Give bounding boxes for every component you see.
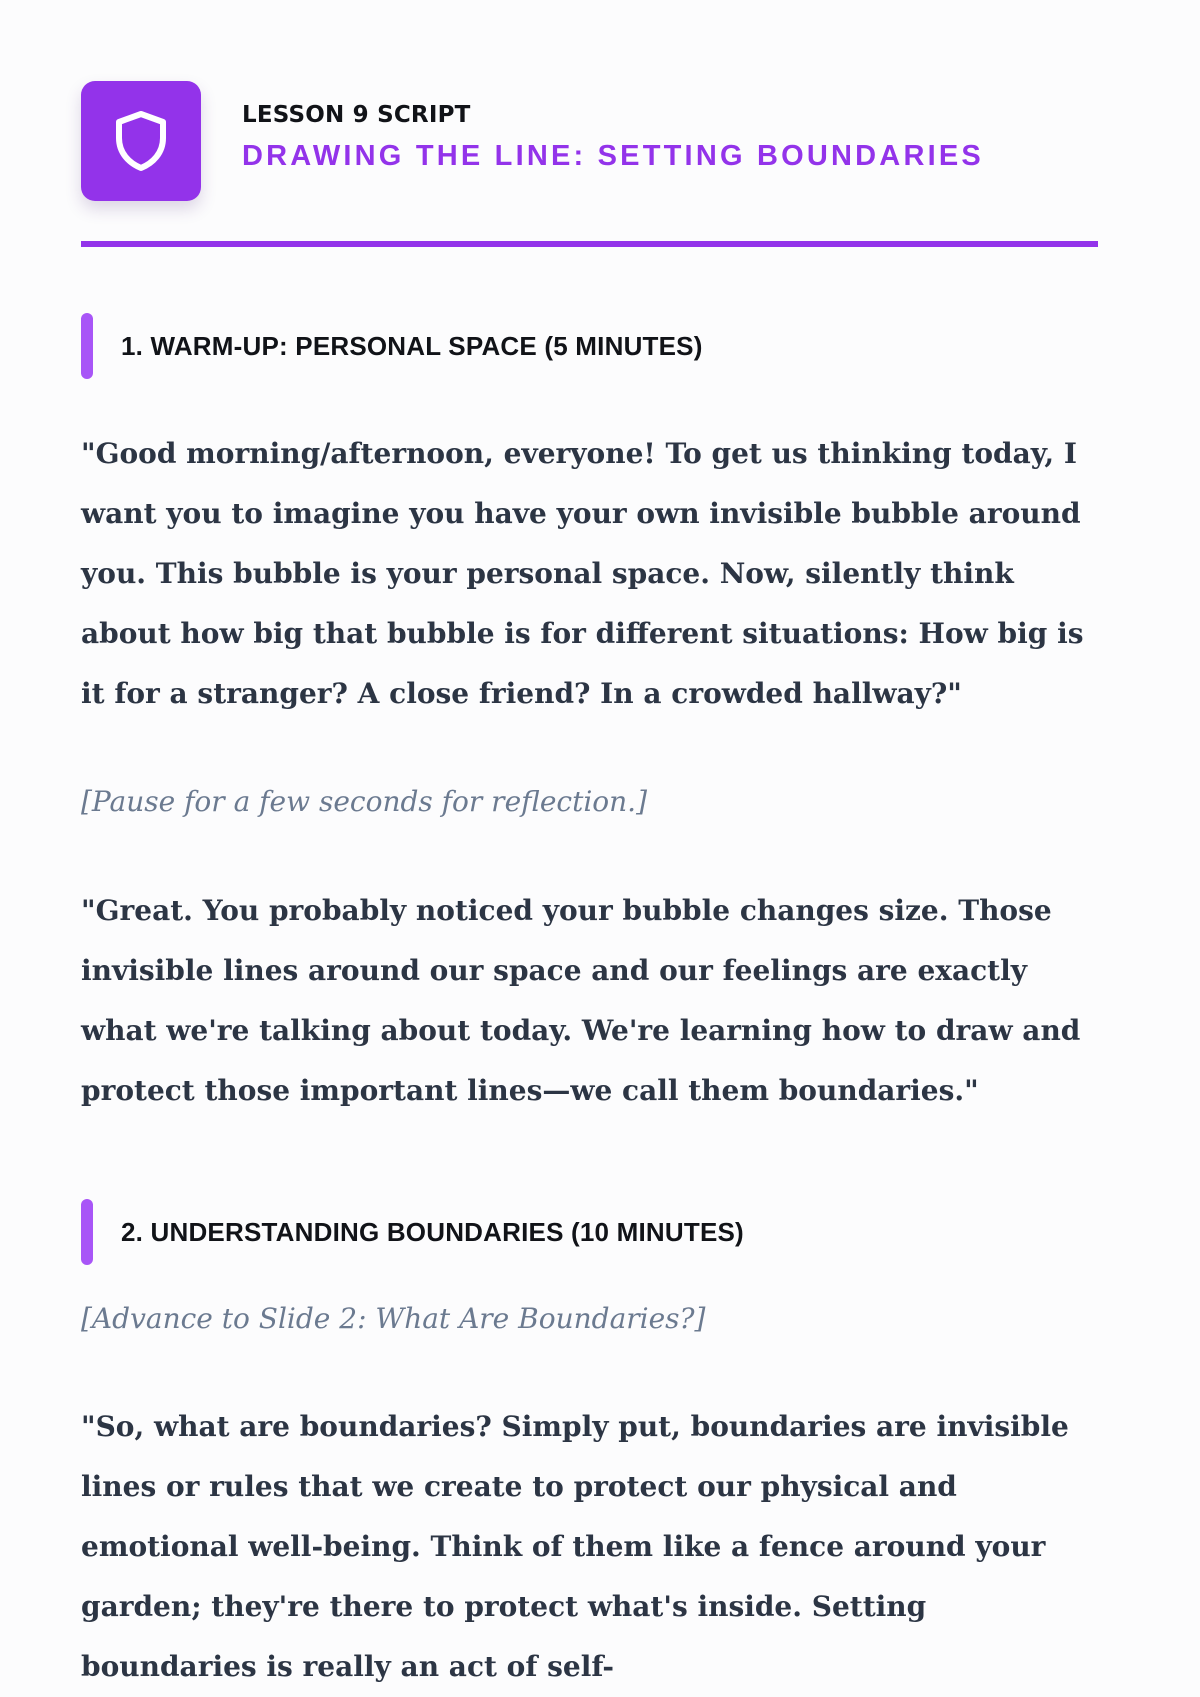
section-heading-text: 1. WARM-UP: PERSONAL SPACE (5 MINUTES) (121, 330, 703, 361)
header-titles (242, 100, 984, 174)
script-paragraph: "So, what are boundaries? Simply put, boundaries are invisible lines or rules that we create to protect our physical and emotional well-being. Think of them like a fence around your garden; they're there to protect what's inside. Setting boundaries is really an act of self- (81, 1410, 1069, 1683)
lesson-header (81, 0, 1098, 201)
stage-direction: [Advance to Slide 2: What Are Boundaries?] (81, 1302, 706, 1335)
script-paragraph: "Good morning/afternoon, everyone! To get us thinking today, I want you to imagine you have your own invisible bubble around you. This bubble is your personal space. Now, silently think about how big that bubble is for different situations: How big is it for a stranger? A close friend? In a crowded hallway?" (81, 437, 1084, 710)
section-accent-bar (81, 1199, 93, 1265)
header-divider (81, 241, 1098, 247)
section-accent-bar (81, 313, 93, 379)
lesson-eyebrow: LESSON 9 SCRIPT (242, 102, 471, 128)
stage-direction: [Pause for a few seconds for reflection.] (81, 785, 647, 818)
lesson-logo (81, 81, 201, 201)
shield-icon (114, 111, 168, 171)
section-heading-warm-up (81, 313, 1098, 379)
lesson-title: DRAWING THE LINE: SETTING BOUNDARIES (242, 140, 984, 172)
section-heading-understanding-boundaries (81, 1199, 1098, 1265)
script-paragraph: "Great. You probably noticed your bubble changes size. Those invisible lines around our space and our feelings are exactly what we're talking about today. We're learning how to draw and protect those important lines—we call them boundaries." (81, 894, 1081, 1107)
section-heading-text: 2. UNDERSTANDING BOUNDARIES (10 MINUTES) (121, 1216, 744, 1247)
